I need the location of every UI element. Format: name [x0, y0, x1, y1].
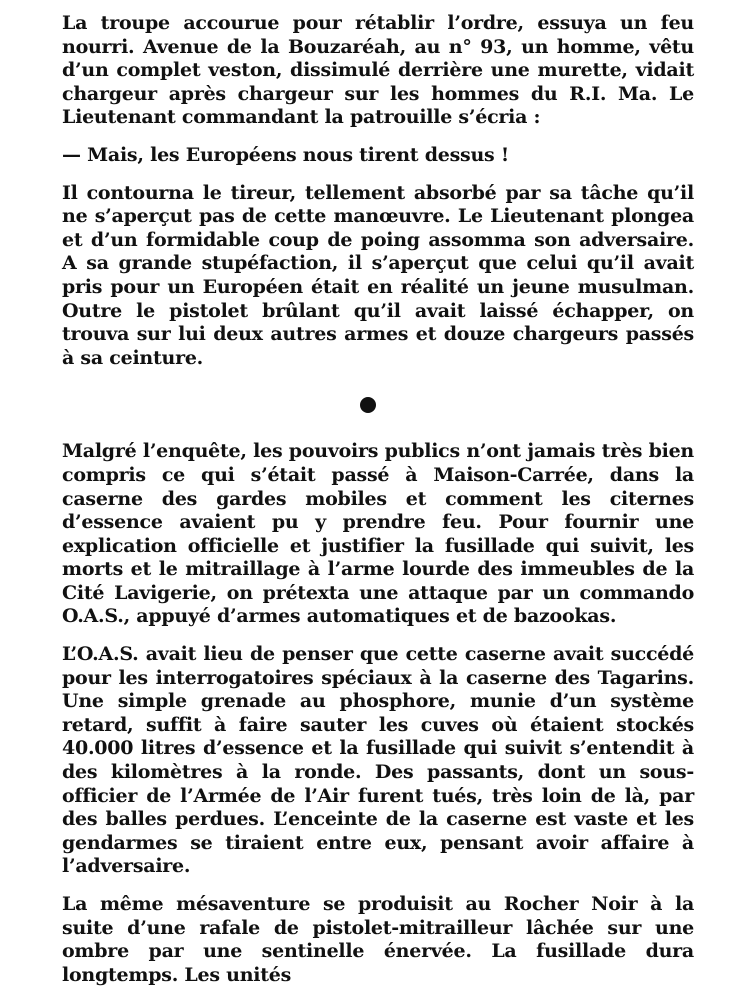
bullet-ornament-icon	[360, 397, 376, 413]
dialogue-line: — Mais, les Européens nous tirent dessus !	[62, 143, 509, 166]
document-page	[62, 12, 694, 987]
paragraph-4: L’O.A.S. avait lieu de penser que cette caserne avait succédé pour les interrogatoires spéciaux à la caserne des Tagarins. Une simple grenade au phosphore, munie d’un système retard, suffit à faire sauter les cuves où étaient stockés 40.000 litres d’essence et la fusillade qui suivit s’entendit à des kilomètres à la ronde. Des passants, dont un sous-officier de l’Armée de l’Air furent tués, très loin de là, par des balles perdues. L’enceinte de la caserne est vaste et les gendarmes se tiraient entre eux, pensant avoir affaire à l’adversaire.	[62, 643, 694, 878]
paragraph-3: Malgré l’enquête, les pouvoirs publics n’ont jamais très bien compris ce qui s’était passé à Maison-Carrée, dans la caserne des gardes mobiles et comment les citernes d’essence avaient pu y prendre feu. Pour fournir une explication officielle et justifier la fusillade qui suivit, les morts et le mitraillage à l’arme lourde des immeubles de la Cité Lavigerie, on prétexta une attaque par un commando O.A.S., appuyé d’armes automatiques et de bazookas.	[62, 440, 694, 628]
paragraph-5: La même mésaventure se produisit au Rocher Noir à la suite d’une rafale de pistolet-mitrailleur lâchée sur une ombre par une sentinelle énervée. La fusillade dura longtemps. Les unités	[62, 893, 694, 986]
paragraph-1: La troupe accourue pour rétablir l’ordre, essuya un feu nourri. Avenue de la Bouzaréah, au n° 93, un homme, vêtu d’un complet veston, dissimulé derrière une murette, vidait chargeur après chargeur sur les hommes du R.I. Ma. Le Lieutenant commandant la patrouille s’écria :	[62, 12, 694, 129]
paragraph-2: Il contourna le tireur, tellement absorbé par sa tâche qu’il ne s’aperçut pas de cette manœuvre. Le Lieutenant plongea et d’un formidable coup de poing assomma son adversaire. A sa grande stupéfaction, il s’aperçut que celui qu’il avait pris pour un Européen était en réalité un jeune musulman. Outre le pistolet brûlant qu’il avait laissé échapper, on trouva sur lui deux autres armes et douze chargeurs passés à sa ceinture.	[62, 181, 694, 369]
section-separator	[62, 390, 694, 420]
section-2	[62, 440, 694, 987]
